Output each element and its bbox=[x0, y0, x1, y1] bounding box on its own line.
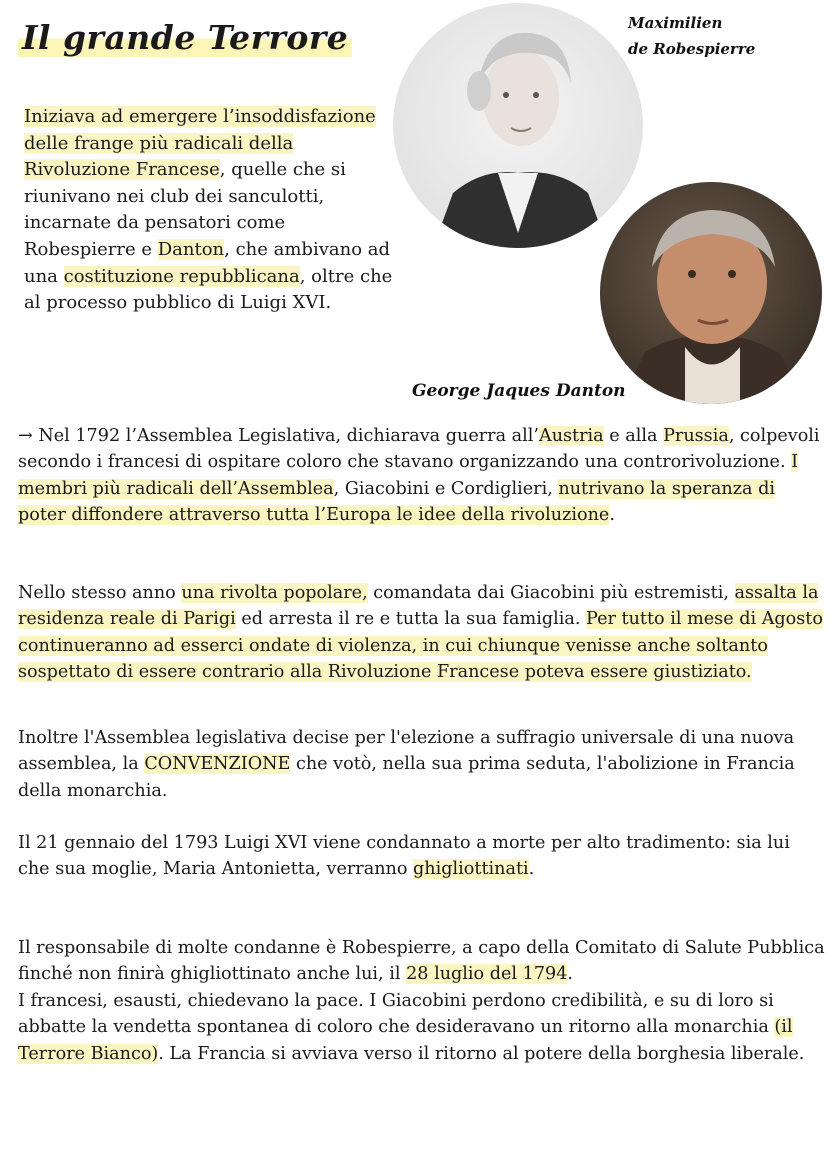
paragraph-convention: Inoltre l'Assemblea legislativa decise per l'elezione a suffragio universale di una nuova assemblea, la CONVENZIONE che votò, nella sua prima seduta, l'abolizione in Francia della monarchia. bbox=[18, 728, 795, 801]
paragraph-war-1792: → Nel 1792 l’Assemblea Legislativa, dichiarava guerra all’Austria e alla Prussia, colpevoli secondo i francesi di ospitare coloro che stavano organizzando una controrivoluzione. I membri più radicali dell’Assemblea, Giacobini e Cordiglieri, nutrivano la speranza di poter diffondere attraverso tutta l’Europa le idee della rivoluzione. bbox=[18, 426, 820, 526]
paragraph-popular-revolt: Nello stesso anno una rivolta popolare, comandata dai Giacobini più estremisti, assalta la residenza reale di Parigi ed arresta il re e tutta la sua famiglia. Per tutto il mese di Agosto continueranno ad esserci ondate di violenza, in cui chiunque venisse anche soltanto sospettato di essere contrario alla Rivoluzione Francese poteva essere giustiziato. bbox=[18, 583, 823, 683]
intro-paragraph: Iniziava ad emergere l’insoddisfazione delle frange più radicali della Rivoluzione Francese, quelle che si riunivano nei club dei sanculotti, incarnate da pensatori come Robespierre e Danton, che ambivano ad una costituzione repubblicana, oltre che al processo pubblico di Luigi XVI. bbox=[24, 106, 393, 314]
robespierre-portrait bbox=[393, 3, 643, 248]
danton-portrait bbox=[600, 182, 822, 404]
robespierre-caption: Maximilien de Robespierre bbox=[628, 14, 756, 58]
danton-caption: George Jaques Danton bbox=[412, 381, 626, 401]
page-title: Il grande Terrore bbox=[18, 16, 352, 60]
paragraph-louis-xvi: Il 21 gennaio del 1793 Luigi XVI viene condannato a morte per alto tradimento: sia lui che sua moglie, Maria Antonietta, verranno ghigliottinati. bbox=[18, 833, 790, 880]
paragraph-robespierre-end: Il responsabile di molte condanne è Robespierre, a capo della Comitato di Salute Pubblica finché non finirà ghigliottinato anche lui, il 28 luglio del 1794. I francesi, esausti, chiedevano la pace. I Giacobini perdono credibilità, e su di loro si abbatte la vendetta spontanea di coloro che desideravano un ritorno alla monarchia (il Terrore Bianco). La Francia si avviava verso il ritorno al potere della borghesia liberale. bbox=[18, 938, 825, 1064]
